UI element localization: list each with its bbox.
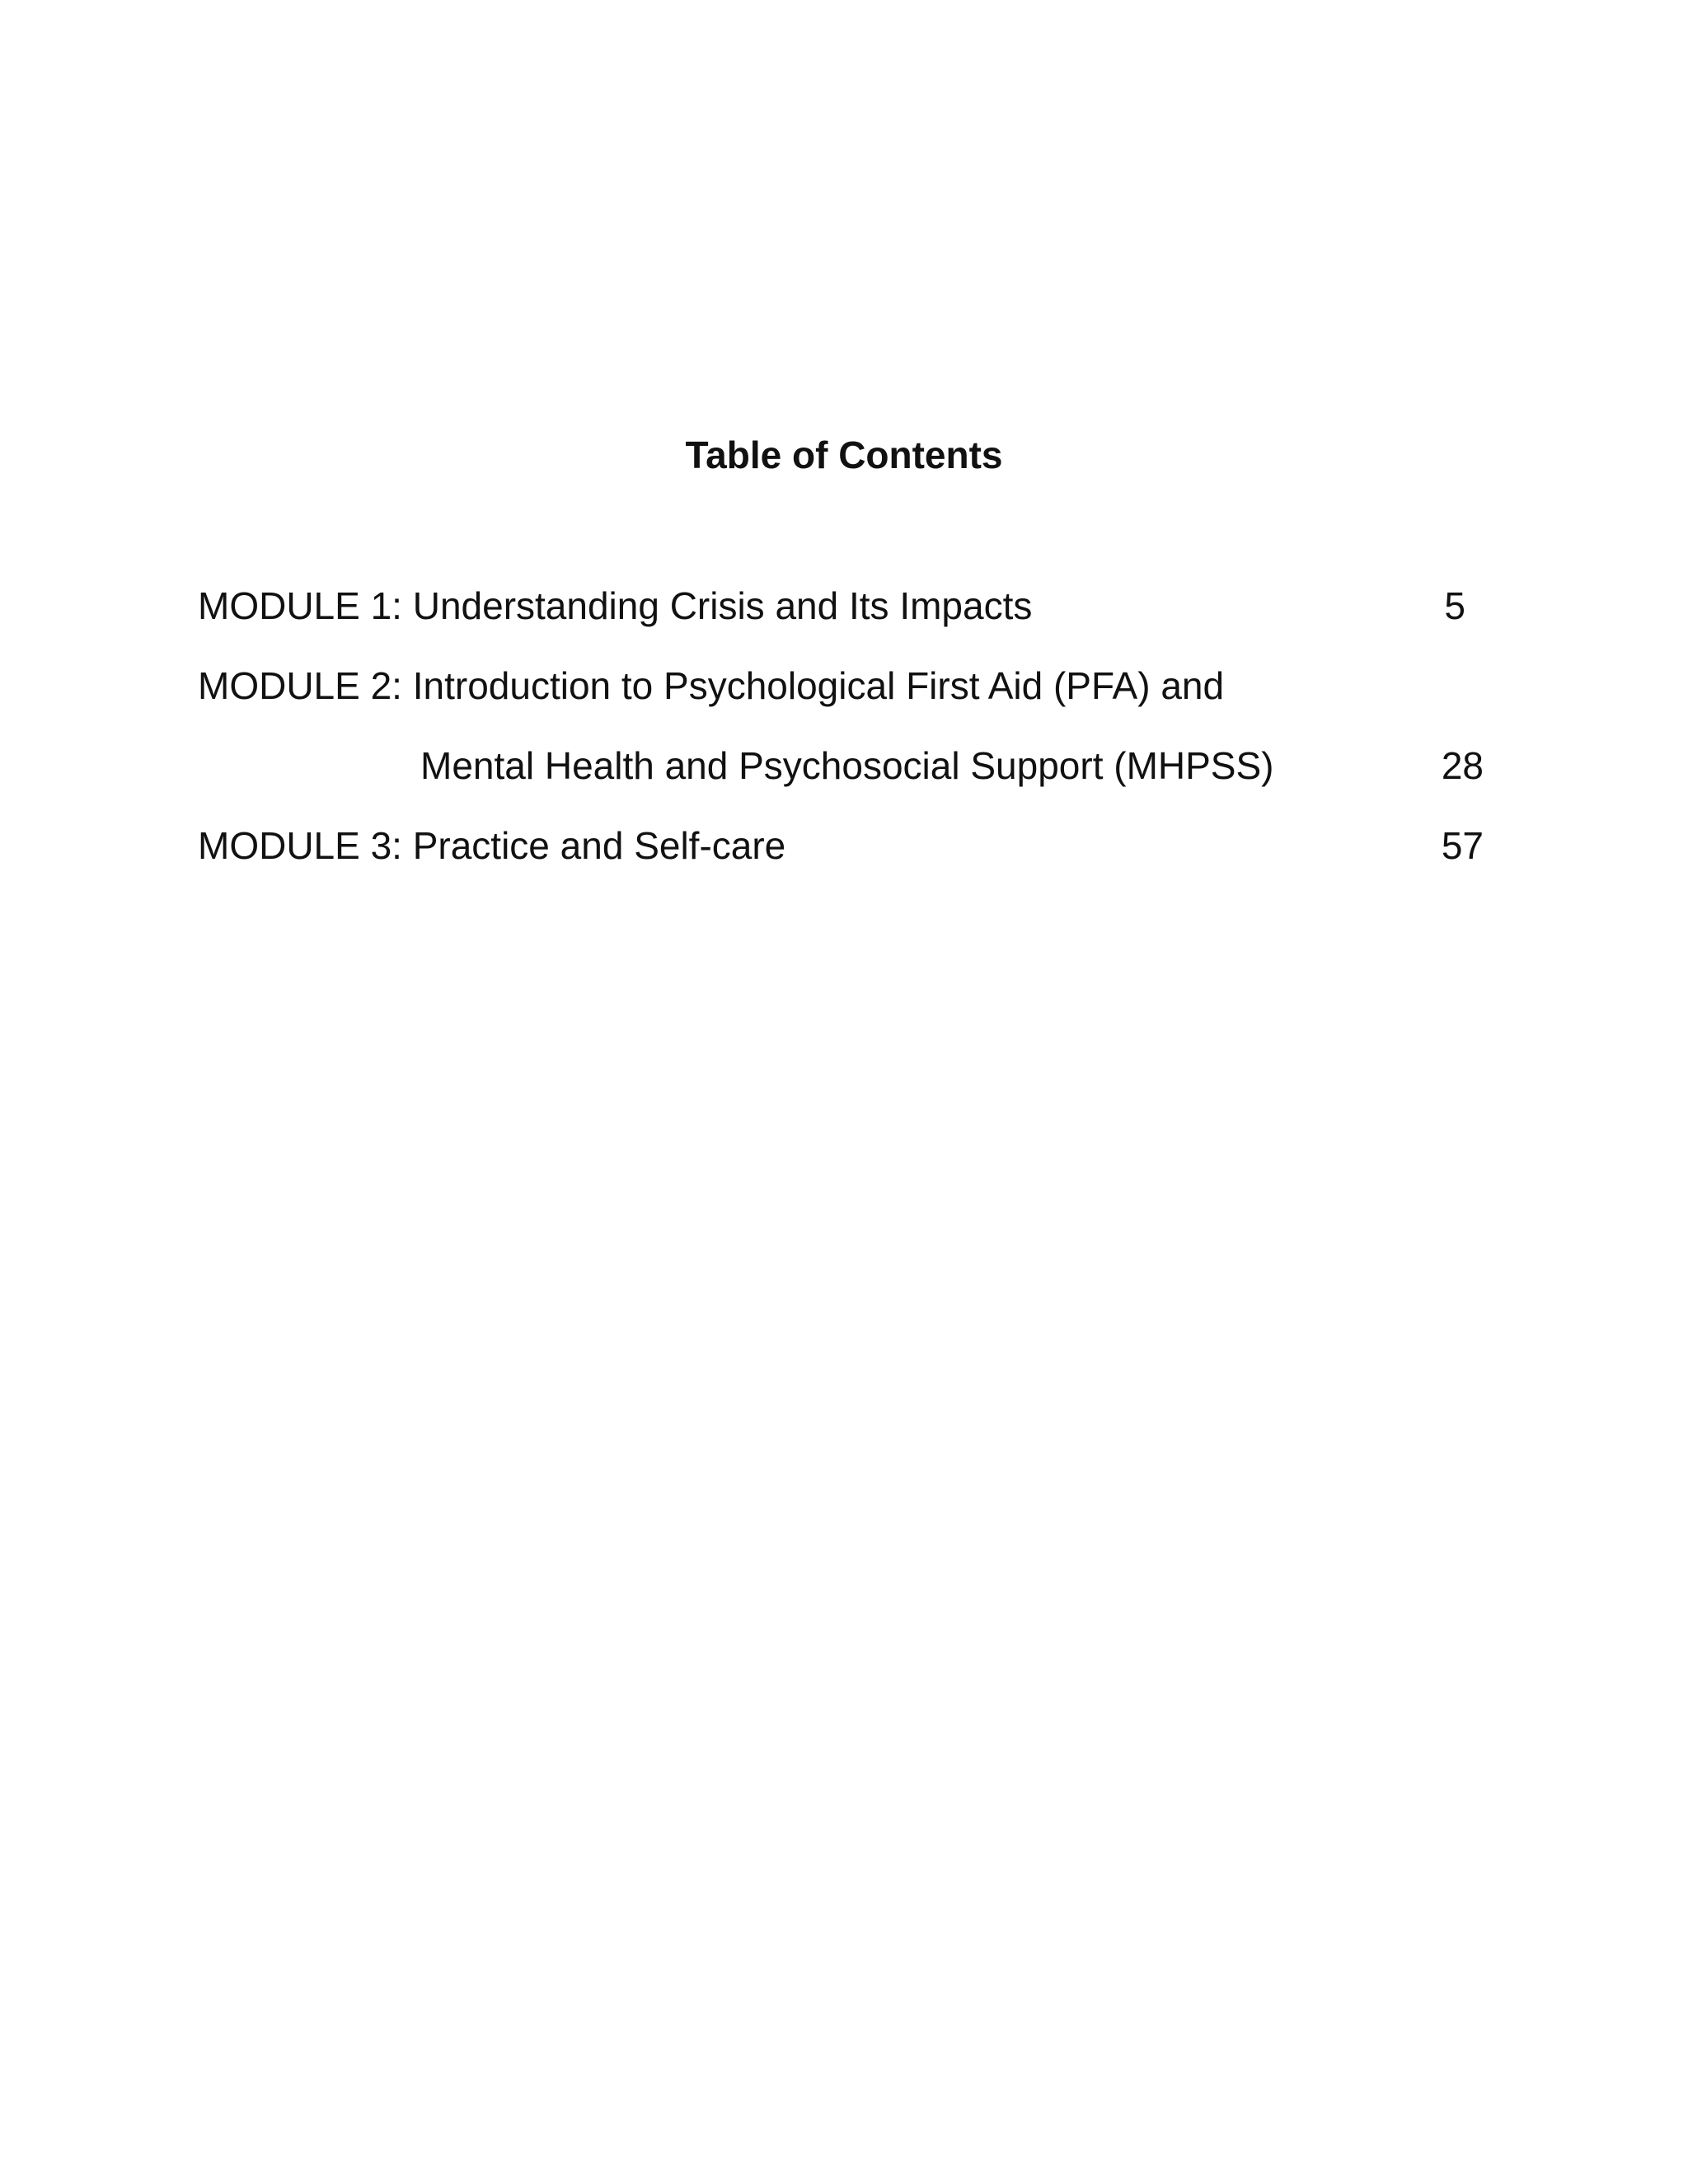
toc-entry-title: MODULE 2: Introduction to Psychological First Aid (PFA) and	[198, 664, 1225, 707]
page-title: Table of Contents	[685, 434, 1003, 476]
toc-entry-title: MODULE 3: Practice and Self-care	[198, 824, 786, 867]
toc-page-number: 57	[1441, 824, 1484, 867]
toc-entry-module-1[interactable]	[198, 581, 1484, 661]
toc-entry-title: MODULE 1: Understanding Crisis and Its Impacts	[198, 584, 1033, 627]
toc-entry-module-2[interactable]	[198, 661, 1484, 821]
toc-page-number: 28	[1441, 744, 1484, 787]
toc-entry-title-continuation: Mental Health and Psychosocial Support (MHPSS)	[420, 744, 1274, 787]
toc-entry-module-3[interactable]	[198, 821, 1484, 901]
toc-page-number: 5	[1444, 584, 1465, 627]
table-of-contents	[198, 581, 1484, 901]
